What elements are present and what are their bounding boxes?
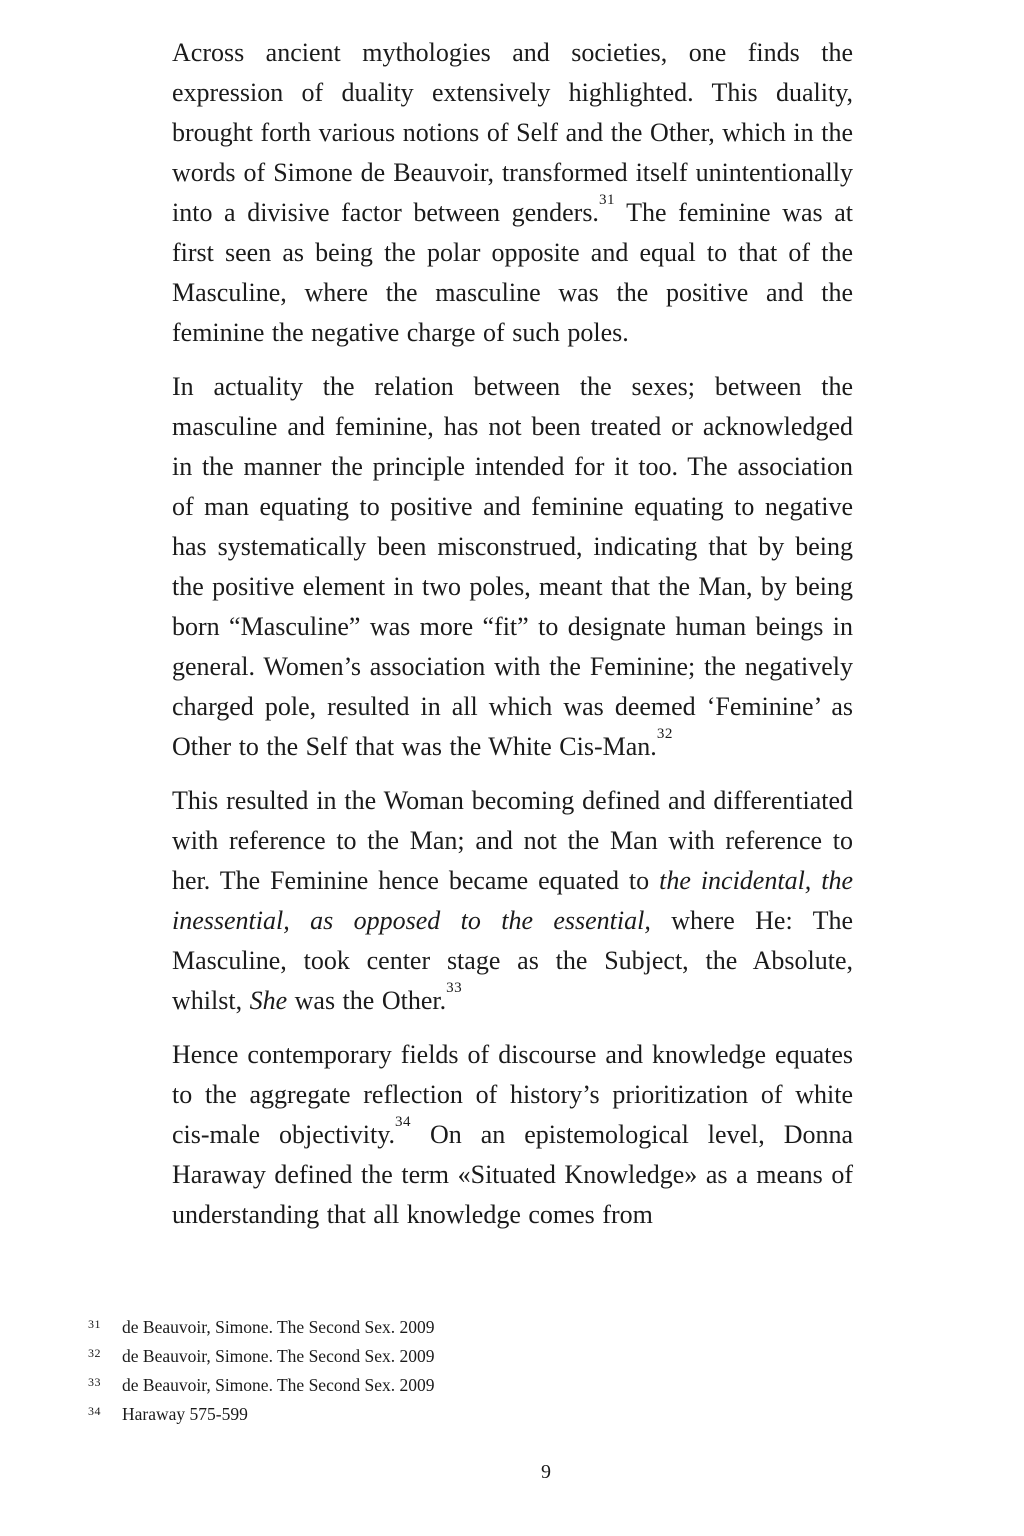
text-run: In actuality the relation between the sexes; between the masculine and feminine, has not been treated or acknowledged in the manner the principle intended for it too. The association of man equating to positive and feminine equating to negative has systematically been misconstrued, indicating that by being the positive element in two poles, meant that the Man, by being born “Masculine” was more “fit” to designate human beings in general. Women’s association with the Feminine; the negatively charged pole, resulted in all which was deemed ‘Feminine’ as Other to the Self that was the White Cis-Man. bbox=[172, 372, 853, 761]
paragraph bbox=[172, 367, 853, 767]
text-run: The feminine was at first seen as being the polar opposite and equal to that of the Masculine, where the masculine was the positive and the feminine the negative charge of such poles. bbox=[172, 198, 853, 347]
italic-run: She bbox=[249, 986, 288, 1015]
text-run: Across ancient mythologies and societies, one finds the expression of duality extensively highlighted. This duality, brought forth various notions of Self and the Other, which in the words of Simone de Beauvoir, transformed itself unintentionally into a divisive factor between genders. bbox=[172, 38, 853, 227]
paragraph bbox=[172, 781, 853, 1021]
paragraph bbox=[172, 1035, 853, 1235]
text-run: Hence contemporary fields of discourse and knowledge equates to the aggregate reflection of history’s prioritization of white cis-male objectivity. bbox=[172, 1040, 853, 1149]
footnote-text: de Beauvoir, Simone. The Second Sex. 2009 bbox=[122, 1375, 435, 1395]
footnotes bbox=[88, 1314, 788, 1430]
footnote bbox=[88, 1343, 788, 1372]
footnote-ref: 31 bbox=[598, 191, 616, 208]
footnote-text: de Beauvoir, Simone. The Second Sex. 2009 bbox=[122, 1317, 435, 1337]
footnote bbox=[88, 1314, 788, 1343]
italic-run: the incidental, the inessential, as opposed to the essential, bbox=[172, 866, 853, 935]
paragraph bbox=[172, 33, 853, 353]
footnote-ref: 32 bbox=[656, 725, 673, 742]
text-run: was the Other. bbox=[287, 986, 447, 1015]
text-run: On an epistemological level, Donna Haraway defined the term «Situated Knowledge» as a means of understanding that all knowledge comes from bbox=[172, 1120, 854, 1229]
footnote-marker: 33 bbox=[88, 1375, 101, 1389]
footnote-ref: 34 bbox=[395, 1113, 412, 1130]
footnote-text: Haraway 575-599 bbox=[122, 1404, 248, 1424]
footnote-ref: 33 bbox=[446, 979, 463, 996]
footnote-marker: 32 bbox=[88, 1346, 101, 1360]
footnote-text: de Beauvoir, Simone. The Second Sex. 2009 bbox=[122, 1346, 435, 1366]
footnote bbox=[88, 1372, 788, 1401]
text-run: where He: The Masculine, took center stage as the Subject, the Absolute, whilst, bbox=[172, 906, 853, 1015]
page-number: 9 bbox=[541, 1461, 551, 1483]
footnote bbox=[88, 1401, 788, 1430]
footnote-marker: 34 bbox=[88, 1404, 101, 1418]
footnote-marker: 31 bbox=[88, 1317, 101, 1331]
body-text bbox=[172, 33, 853, 1249]
text-run: This resulted in the Woman becoming defined and differentiated with reference to the Man; and not the Man with reference to her. The Feminine hence became equated to bbox=[172, 786, 853, 895]
